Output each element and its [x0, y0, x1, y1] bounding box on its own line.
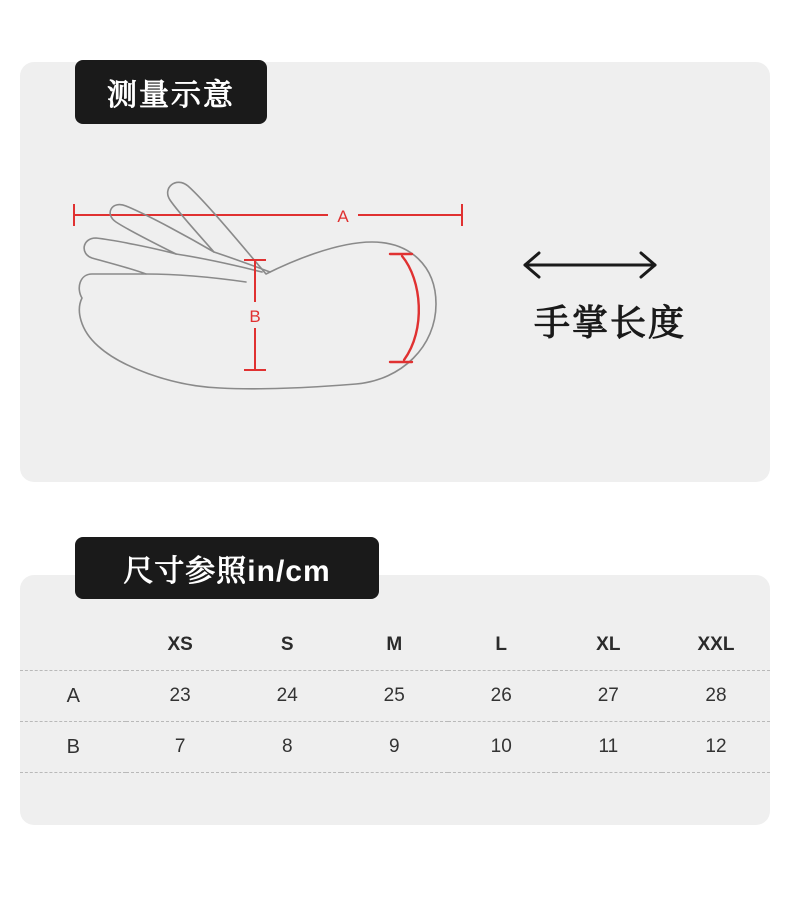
- palm-length-caption: 手掌长度: [533, 302, 686, 343]
- size-chart-header: [20, 620, 770, 671]
- cell-b-l: 10: [490, 736, 512, 757]
- cell-a-xl: 27: [597, 685, 619, 706]
- header-cell-s: S: [280, 634, 294, 655]
- header-cell-xl: XL: [596, 634, 621, 655]
- size-chart-table: [20, 620, 770, 773]
- cell-a-s: 24: [276, 685, 298, 706]
- header-cell-l: L: [495, 634, 508, 655]
- measurement-section-badge: 测量示意: [75, 60, 267, 124]
- cell-b-xl: 11: [598, 736, 619, 757]
- cell-b-s: 8: [281, 736, 293, 757]
- row-label-a: A: [66, 684, 80, 707]
- header-cell-m: M: [386, 634, 403, 655]
- cell-b-xxl: 12: [705, 736, 727, 757]
- cell-b-xs: 7: [174, 736, 186, 757]
- cell-a-xxl: 28: [705, 685, 727, 706]
- table-row: [20, 671, 770, 722]
- size-chart-badge: 尺寸参照in/cm: [75, 537, 379, 599]
- double-arrow-horizontal-icon: [515, 245, 665, 285]
- table-header-row: [20, 620, 770, 671]
- header-cell-xs: XS: [167, 634, 193, 655]
- hand-outline-icon: [50, 170, 500, 430]
- header-cell-xxl: XXL: [697, 634, 735, 655]
- row-label-b: B: [66, 735, 80, 758]
- header-cell-0: [20, 620, 126, 671]
- cell-a-l: 26: [490, 685, 512, 706]
- cell-a-xs: 23: [169, 685, 191, 706]
- label-b: B: [249, 307, 261, 326]
- label-a: A: [337, 207, 349, 226]
- table-row: [20, 722, 770, 773]
- cell-a-m: 25: [383, 685, 405, 706]
- cell-b-m: 9: [388, 736, 400, 757]
- size-chart-body: [20, 671, 770, 773]
